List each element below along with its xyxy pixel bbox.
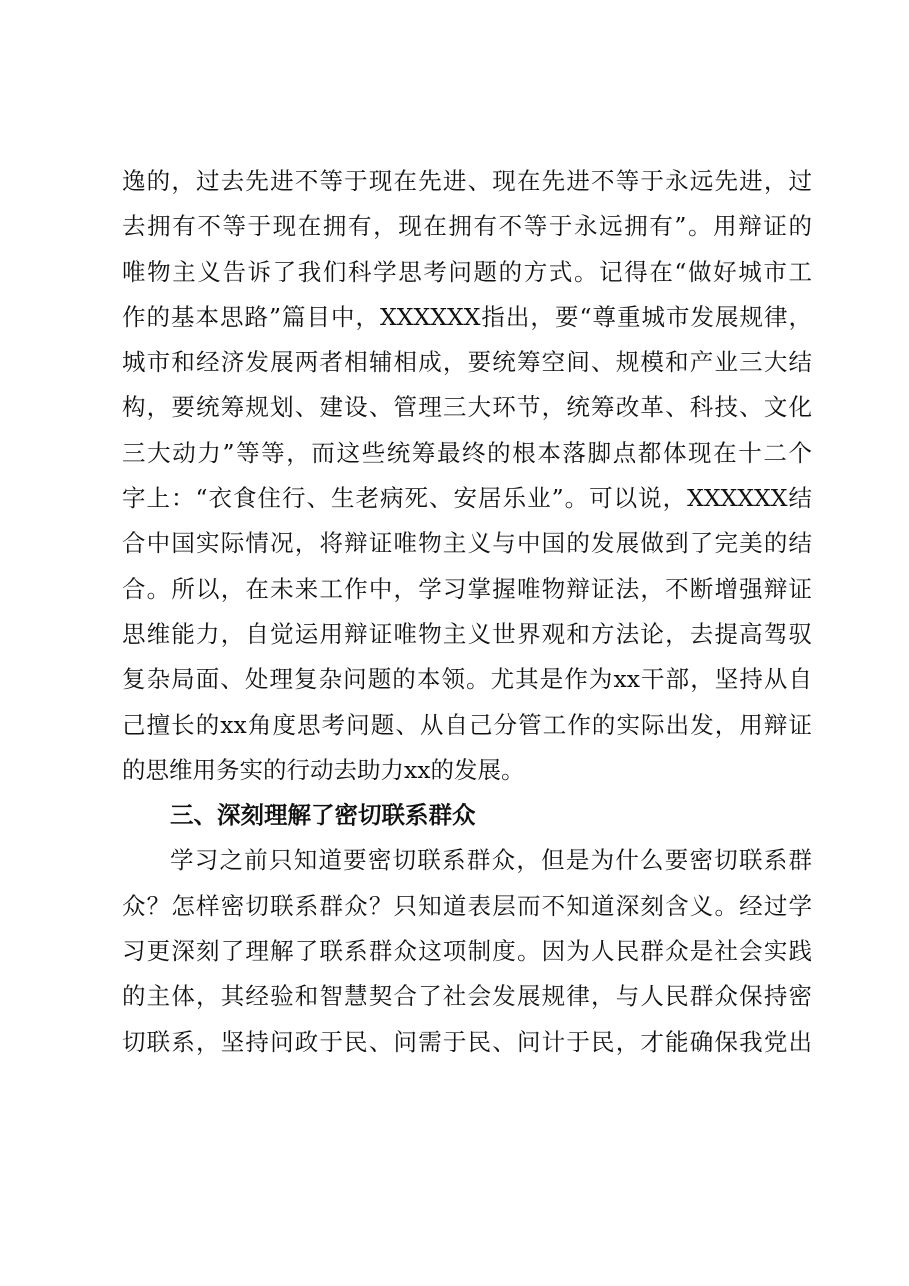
text-line: 逸的，过去先进不等于现在先进、现在先进不等于永远先进，过	[122, 167, 812, 195]
document-body	[122, 159, 812, 1065]
text-line: 构，要统筹规划、建设、管理三大环节，统筹改革、科技、文化	[122, 393, 812, 422]
text-line: 去拥有不等于现在拥有，现在拥有不等于永远拥有”。用辩证的	[122, 212, 812, 241]
text-line: 唯物主义告诉了我们科学思考问题的方式。记得在“做好城市工	[122, 257, 812, 286]
text-line: 作的基本思路”篇目中，XXXXXX指出，要“尊重城市发展规律，	[122, 302, 812, 331]
text-line: 合。所以，在未来工作中，学习掌握唯物辩证法，不断增强辩证	[122, 574, 812, 603]
text-line: 城市和经济发展两者相辅相成，要统筹空间、规模和产业三大结	[122, 348, 812, 377]
text-line: 的主体，其经验和智慧契合了社会发展规律，与人民群众保持密	[122, 982, 812, 1011]
text-line: 众？怎样密切联系群众？只知道表层而不知道深刻含义。经过学	[122, 891, 812, 920]
text-line: 习更深刻了理解了联系群众这项制度。因为人民群众是社会实践	[122, 937, 812, 966]
section-heading: 三、深刻理解了密切联系群众	[170, 801, 476, 830]
text-line: 切联系，坚持问政于民、问需于民、问计于民，才能确保我党出	[122, 1027, 812, 1056]
text-line: 学习之前只知道要密切联系群众，但是为什么要密切联系群	[170, 846, 812, 875]
text-line: 的思维用务实的行动去助力xx的发展。	[122, 755, 525, 784]
text-line: 己擅长的xx角度思考问题、从自己分管工作的实际出发，用辩证	[122, 710, 812, 739]
text-line: 复杂局面、处理复杂问题的本领。尤其是作为xx干部，坚持从自	[122, 665, 812, 694]
text-line: 三大动力”等等，而这些统筹最终的根本落脚点都体现在十二个	[122, 438, 812, 467]
text-line: 字上：“衣食住行、生老病死、安居乐业”。可以说，XXXXXX结	[122, 484, 812, 513]
text-line: 思维能力，自觉运用辩证唯物主义世界观和方法论，去提高驾驭	[122, 619, 812, 648]
text-line: 合中国实际情况，将辩证唯物主义与中国的发展做到了完美的结	[122, 529, 812, 558]
